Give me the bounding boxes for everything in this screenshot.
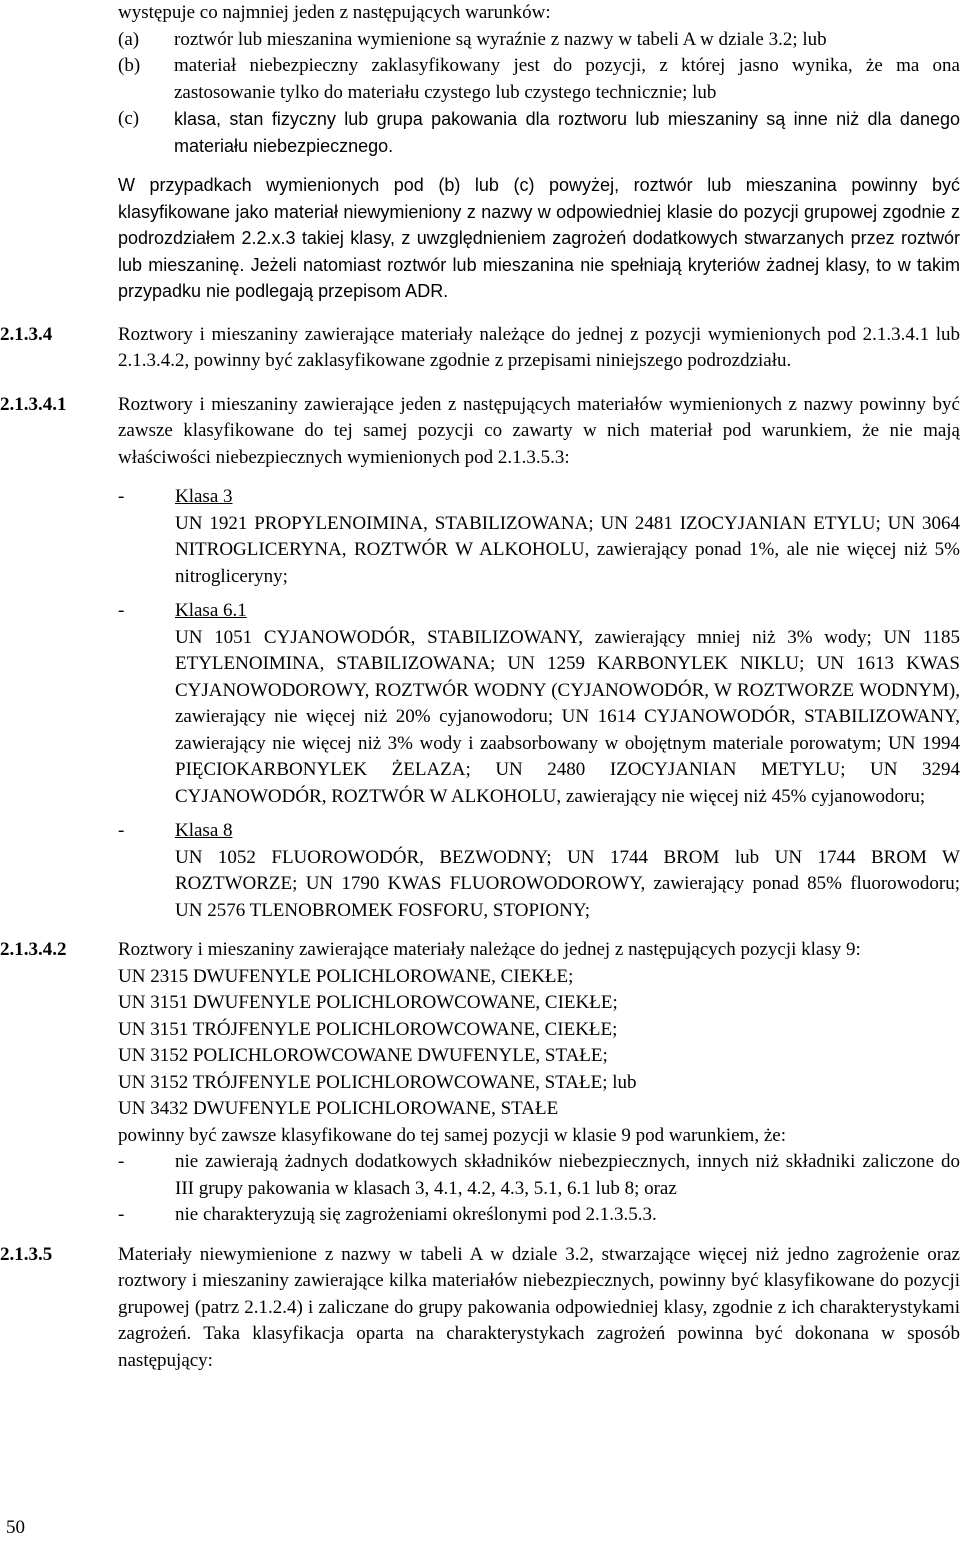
condition-item [118,1202,960,1229]
section-2-1-3-4-2 [0,937,960,1229]
class-text: UN 1921 PROPYLENOIMINA, STABILIZOWANA; UN 2481 IZOCYJANIAN ETYLU; UN 3064 NITROGLICERYNA, ROZTWÓR W ALKOHOLU, zawierający ponad 1%, ale nie więcej niż 5% nitrogliceryny; [175,512,960,587]
condition-b [118,53,960,106]
class-8-item [118,818,960,924]
dash-marker: - [118,600,125,621]
after-text: powinny być zawsze klasyfikowane do tej samej pozycji w klasie 9 pod warunkiem, że: [118,1124,786,1146]
paragraph-bc: W przypadkach wymienionych pod (b) lub (c) powyżej, roztwór lub mieszanina powinny być klasyfikowane jako materiał niewymieniony z nazwy w odpowiedniej klasie do pozycji grupowej zgodnie z podrozdziałem 2.2.x.3 takiej klasy, z uwzględnieniem zagrożeń dodatkowych stwarzanych przez roztwór lub mieszaninę. Jeżeli natomiast roztwór lub mieszanina nie spełniają kryteriów żadnej klasy, to w takim przypadku nie podlegają przepisom ADR. [118,175,960,301]
section-text: Materiały niewymienione z nazwy w tabeli A w dziale 3.2, stwarzające więcej niż jedno zagrożenie oraz roztwory i mieszaniny zawierające kilka materiałów niebezpiecznych, powinny być klasyfikowane do pozycji grupowej (patrz 2.1.2.4) i zaliczane do grupy pakowania odpowiedniej klasy, zgodnie z ich charakterystykami zagrożeń. Taka klasyfikacja oparta na charakterystykach zagrożeń powinna być dokonana w sposób następujący: [118,1243,960,1371]
section-number: 2.1.3.5 [0,1243,53,1265]
section-text: Roztwory i mieszaniny zawierające jeden z następujących materiałów wymienionych z nazwy powinny być zawsze klasyfikowane do tej samej pozycji co zawarty w nich materiał pod warunkiem, że nie mają właściwości niebezpiecznych wymienionych pod 2.1.3.5.3: [118,393,960,468]
condition-a [118,27,960,54]
intro-block [118,0,960,305]
intro-text: występuje co najmniej jeden z następujących warunków: [118,2,551,23]
section-2-1-3-4 [0,322,960,375]
section-text: Roztwory i mieszaniny zawierające materiały należące do jednej z następujących pozycji klasy 9: [118,939,861,960]
class-6-1-item [118,598,960,810]
un-entry: UN 2315 DWUFENYLE POLICHLOROWANE, CIEKŁE; [118,965,574,987]
condition-text: nie zawierają żadnych dodatkowych składników niebezpiecznych, innych niż składniki zaliczone do III grupy pakowania w klasach 3, 4.1, 4.2, 4.3, 5.1, 6.1 lub 8; oraz [175,1151,960,1199]
dash-marker: - [118,1151,125,1172]
condition-text: roztwór lub mieszanina wymienione są wyraźnie z nazwy w tabeli A w dziale 3.2; lub [174,28,827,50]
class-text: UN 1051 CYJANOWODÓR, STABILIZOWANY, zawierający mniej niż 3% wody; UN 1185 ETYLENOIMINA, STABILIZOWANA; UN 1259 KARBONYLEK NIKLU; UN 1613 KWAS CYJANOWODOROWY, ROZTWÓR WODNY (CYJANOWODÓR, W ROZTWORZE WODNYM), zawierający nie więcej niż 20% cyjanowodoru; UN 1614 CYJANOWODÓR, STABILIZOWANY, zawierający nie więcej niż 3% wody i zaabsorbowany w obojętnym materiale porowatym; UN 1994 PIĘCIOKARBONYLEK ŻELAZA; UN 2480 IZOCYJANIAN METYLU; UN 3294 CYJANOWODÓR, ROZTWÓR W ALKOHOLU, zawierający nie więcej niż 45% cyjanowodoru; [175,626,960,807]
condition-c [118,106,960,159]
class-name: Klasa 3 [175,486,233,507]
class-name: Klasa 8 [175,820,233,841]
section-text: Roztwory i mieszaniny zawierające materiały należące do jednej z pozycji wymienionych pod 2.1.3.4.1 lub 2.1.3.4.2, powinny być zaklasyfikowane zgodnie z przepisami niniejszego podrozdziału. [118,323,960,371]
condition-label: (b) [118,55,141,76]
class-text: UN 1052 FLUOROWODÓR, BEZWODNY; UN 1744 BROM lub UN 1744 BROM W ROZTWORZE; UN 1790 KWAS FLUOROWODOROWY, zawierający ponad 85% fluorowodoru; UN 2576 TLENOBROMEK FOSFORU, STOPIONY; [175,846,960,921]
un-entry: UN 3152 TRÓJFENYLE POLICHLOROWCOWANE, STAŁE; lub [118,1071,637,1093]
section-2-1-3-5 [0,1242,960,1375]
dash-marker: - [118,486,125,507]
class-3-item [118,484,960,590]
section-number: 2.1.3.4 [0,323,53,345]
condition-item [118,1149,960,1202]
un-entry: UN 3432 DWUFENYLE POLICHLOROWANE, STAŁE [118,1098,559,1119]
condition-text: materiał niebezpieczny zaklasyfikowany jest do pozycji, z której jasno wynika, że ma ona zastosowanie tylko do materiału czystego lub czystego technicznie; lub [174,55,960,103]
condition-label: (a) [118,28,140,50]
dash-marker: - [118,1204,125,1225]
section-number: 2.1.3.4.1 [0,393,67,415]
un-entry: UN 3151 DWUFENYLE POLICHLOROWCOWANE, CIEKŁE; [118,992,618,1013]
section-number: 2.1.3.4.2 [0,939,67,960]
condition-text: klasa, stan fizyczny lub grupa pakowania dla roztworu lub mieszaniny są inne niż dla danego materiału niebezpiecznego. [174,109,960,156]
section-2-1-3-4-1 [0,392,960,925]
page-number: 50 [6,1517,25,1538]
condition-label: (c) [118,108,140,129]
dash-marker: - [118,820,125,841]
un-entry: UN 3152 POLICHLOROWCOWANE DWUFENYLE, STAŁE; [118,1045,608,1066]
un-entry: UN 3151 TRÓJFENYLE POLICHLOROWCOWANE, CIEKŁE; [118,1018,618,1040]
condition-text: nie charakteryzują się zagrożeniami określonymi pod 2.1.3.5.3. [175,1204,657,1225]
class-name: Klasa 6.1 [175,600,247,621]
